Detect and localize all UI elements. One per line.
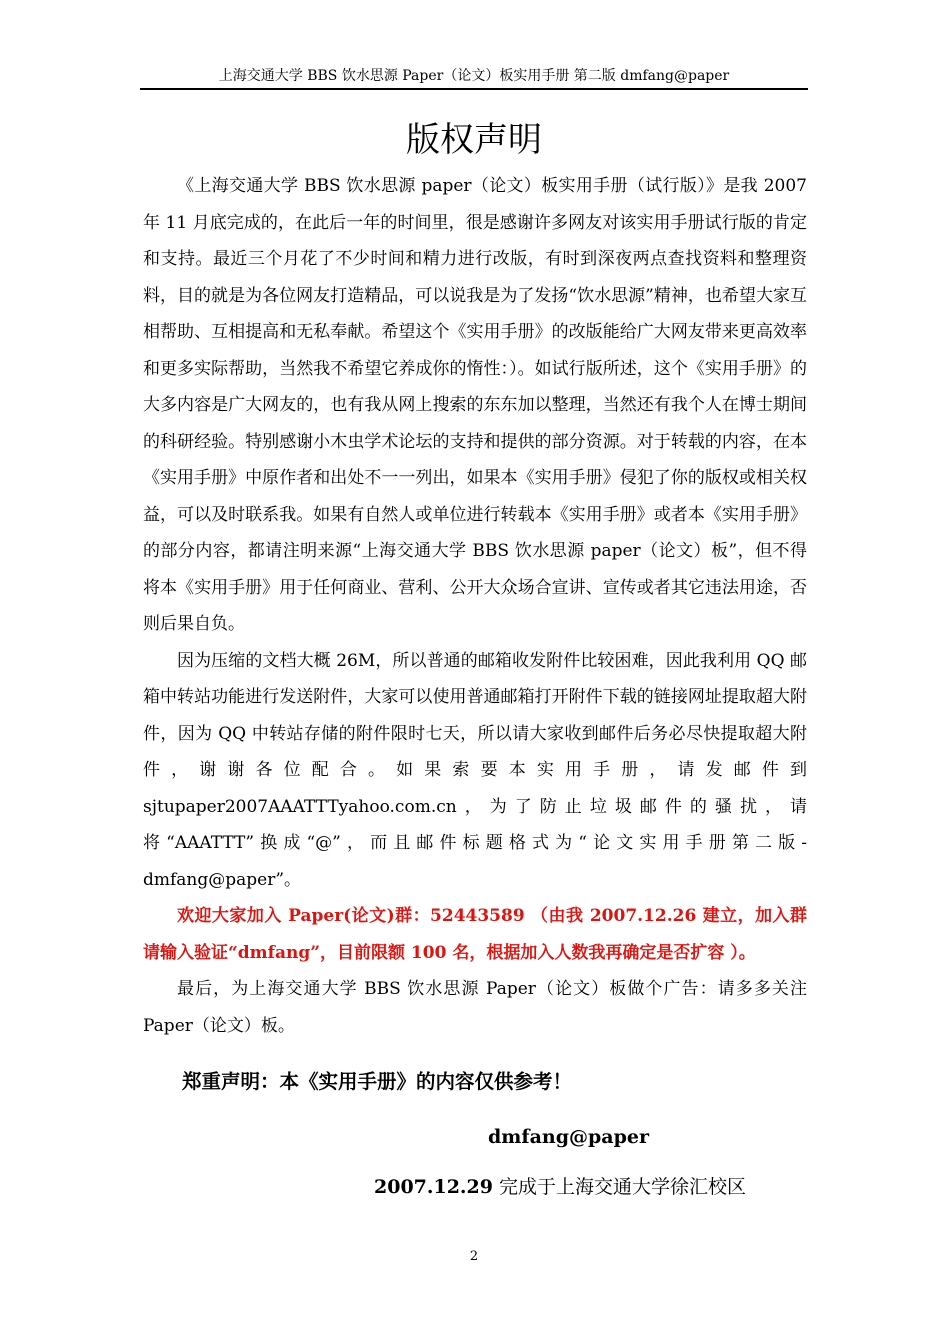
page-number: 2 <box>469 1249 479 1264</box>
page-title: 版权声明 <box>406 120 542 160</box>
paragraph-download: 因为压缩的文档大概 26M，所以普通的邮箱收发附件比较困难，因此我利用 QQ 邮箱中转站功能进行发送附件，大家可以使用普通邮箱打开附件下载的链接网址提取超大附件，因为 QQ 中转站存储的附件限时七天，所以请大家收到邮件后务必尽快提取超大附件，谢谢各位配合。如果索要本实用手册，请发邮件到 sjtupaper2007AAATTTyahoo.com.cn，为了防止垃圾邮件的骚扰，请将“AAATTT”换成“@”，而且邮件标题格式为“论文实用手册第二版-dmfang@paper”。 <box>143 650 807 890</box>
completion-place: 完成于上海交通大学徐汇校区 <box>493 1176 747 1198</box>
completion-date-line <box>374 1170 746 1204</box>
document-body <box>143 168 807 1044</box>
paragraph-advertisement: 最后，为上海交通大学 BBS 饮水思源 Paper（论文）板做个广告：请多多关注 Paper（论文）板。 <box>143 979 807 1036</box>
header-divider <box>140 88 808 90</box>
paragraph-qq-group: 欢迎大家加入 Paper(论文)群：52443589 （由我 2007.12.26 建立，加入群请输入验证“dmfang”，目前限额 100 名，根据加入人数我再确定是否扩容 ）。 <box>143 906 807 963</box>
author-signature: dmfang@paper <box>488 1126 649 1148</box>
completion-date: 2007.12.29 <box>374 1176 493 1198</box>
paragraph-copyright: 《上海交通大学 BBS 饮水思源 paper（论文）板实用手册（试行版）》是我 2007 年 11 月底完成的，在此后一年的时间里，很是感谢许多网友对该实用手册试行版的肯定和支持。最近三个月花了不少时间和精力进行改版，有时到深夜两点查找资料和整理资料，目的就是为各位网友打造精品，可以说我是为了发扬“饮水思源”精神，也希望大家互相帮助、互相提高和无私奉献。希望这个《实用手册》的改版能给广大网友带来更高效率和更多实际帮助，当然我不希望它养成你的惰性：）。如试行版所述，这个《实用手册》的大多内容是广大网友的，也有我从网上搜索的东东加以整理，当然还有我个人在博士期间的科研经验。特别感谢小木虫学术论坛的支持和提供的部分资源。对于转载的内容，在本《实用手册》中原作者和出处不一一列出，如果本《实用手册》侵犯了你的版权或相关权益，可以及时联系我。如果有自然人或单位进行转载本《实用手册》或者本《实用手册》的部分内容，都请注明来源“上海交通大学 BBS 饮水思源 paper（论文）板”，但不得将本《实用手册》用于任何商业、营利、公开大众场合宣讲、宣传或者其它违法用途，否则后果自负。 <box>143 176 807 634</box>
solemn-notice: 郑重声明：本《实用手册》的内容仅供参考！ <box>182 1070 573 1093</box>
running-header: 上海交通大学 BBS 饮水思源 Paper（论文）板实用手册 第二版 dmfang@paper <box>218 68 730 84</box>
